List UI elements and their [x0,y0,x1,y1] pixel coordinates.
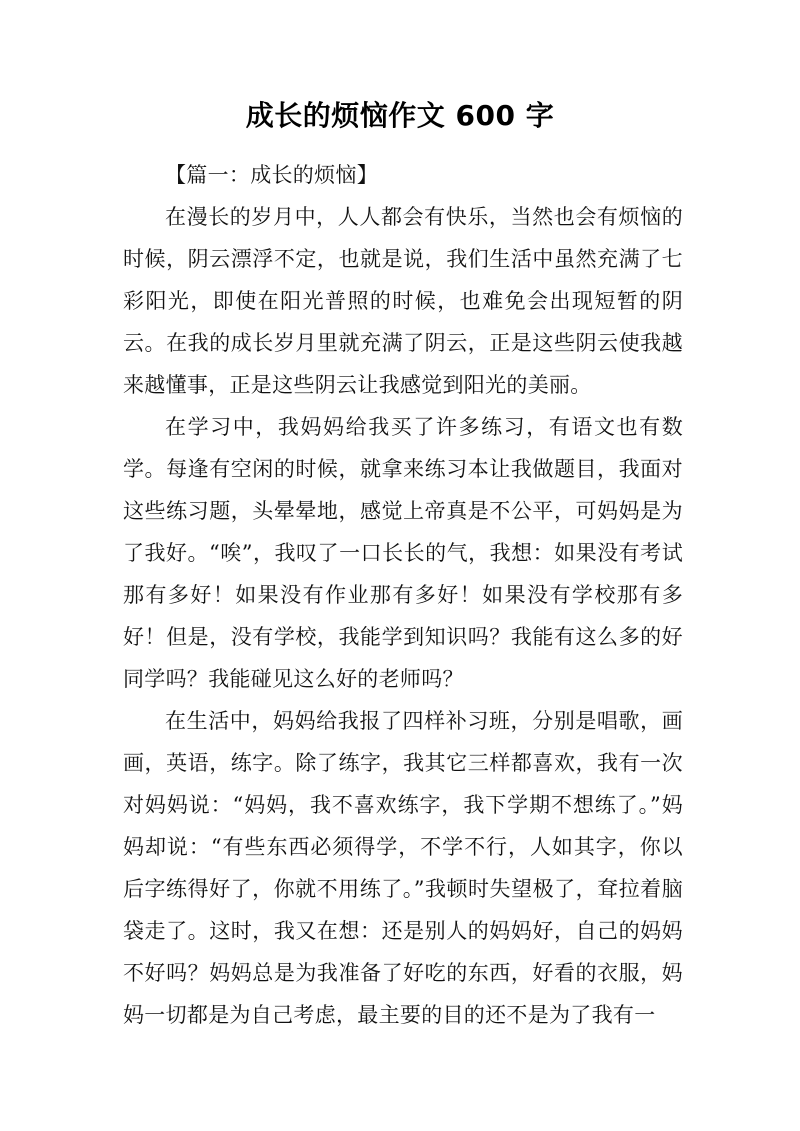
paragraph-3: 在生活中，妈妈给我报了四样补习班，分别是唱歌，画画，英语，练字。除了练字，我其它三样都喜欢，我有一次对妈妈说：“妈妈，我不喜欢练字，我下学期不想练了。”妈妈却说：“有些东西必须得学，不学不行，人如其字，你以后字练得好了，你就不用练了。”我顿时失望极了，耷拉着脑袋走了。这时，我又在想：还是别人的妈妈好，自己的妈妈不好吗？妈妈总是为我准备了好吃的东西，好看的衣服，妈妈一切都是为自己考虑，最主要的目的还不是为了我有一 [123,709,683,1027]
paragraph-2: 在学习中，我妈妈给我买了许多练习，有语文也有数学。每逢有空闲的时候，就拿来练习本让我做题目，我面对这些练习题，头晕晕地，感觉上帝真是不公平，可妈妈是为了我好。“唉”，我叹了一口长长的气，我想：如果没有考试那有多好！如果没有作业那有多好！如果没有学校那有多好！但是，没有学校，我能学到知识吗？我能有这么多的好同学吗？我能碰见这么好的老师吗？ [123,415,683,691]
section-heading: 【篇一：成长的烦恼】 [165,163,378,187]
document-body [123,154,683,1036]
paragraph-1: 在漫长的岁月中，人人都会有快乐，当然也会有烦恼的时候，阴云漂浮不定，也就是说，我们生活中虽然充满了七彩阳光，即使在阳光普照的时候，也难免会出现短暂的阴云。在我的成长岁月里就充满了阴云，正是这些阴云使我越来越懂事，正是这些阴云让我感觉到阳光的美丽。 [123,205,683,397]
document-title: 成长的烦恼作文 600 字 [245,99,555,132]
